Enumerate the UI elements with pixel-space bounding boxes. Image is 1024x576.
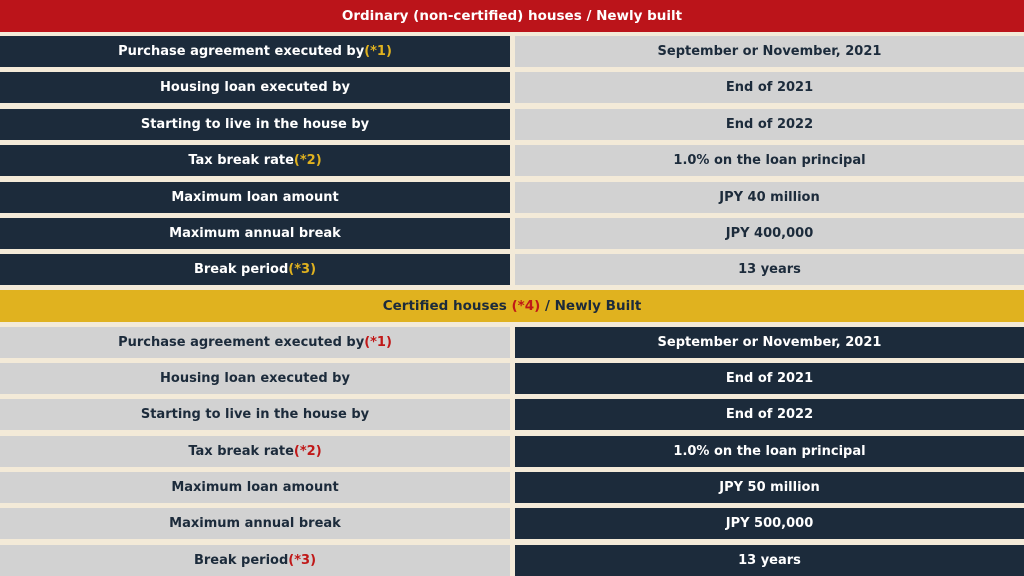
row-label — [0, 545, 510, 576]
certified-title-footnote: (*4) — [511, 298, 541, 314]
row-label — [0, 472, 510, 503]
row-value: 13 years — [515, 254, 1024, 285]
row-value: End of 2021 — [515, 363, 1024, 394]
label-text: Maximum loan amount — [171, 190, 339, 205]
ordinary-row-max-loan — [0, 182, 1024, 213]
row-label — [0, 363, 510, 394]
certified-row-max-annual-break — [0, 508, 1024, 539]
row-label — [0, 254, 510, 285]
ordinary-row-break-period — [0, 254, 1024, 285]
row-value: JPY 500,000 — [515, 508, 1024, 539]
row-label — [0, 182, 510, 213]
certified-row-start-living — [0, 399, 1024, 430]
ordinary-row-start-living — [0, 109, 1024, 140]
certified-row-break-period — [0, 545, 1024, 576]
label-text: Starting to live in the house by — [140, 117, 370, 132]
certified-title-before: Certified houses — [382, 298, 512, 314]
footnote-marker: (*2) — [293, 153, 322, 168]
row-label — [0, 109, 510, 140]
label-text: Maximum annual break — [169, 516, 341, 531]
row-value: 1.0% on the loan principal — [515, 145, 1024, 176]
row-value: JPY 400,000 — [515, 218, 1024, 249]
certified-row-tax-break-rate — [0, 436, 1024, 467]
row-value: End of 2021 — [515, 72, 1024, 103]
row-value: 1.0% on the loan principal — [515, 436, 1024, 467]
row-value: JPY 40 million — [515, 182, 1024, 213]
ordinary-section-header — [0, 0, 1024, 32]
footnote-marker: (*1) — [364, 335, 392, 350]
certified-row-max-loan — [0, 472, 1024, 503]
row-label — [0, 72, 510, 103]
row-label — [0, 218, 510, 249]
ordinary-row-purchase-agreement — [0, 36, 1024, 67]
ordinary-section-title: Ordinary (non-certified) houses / Newly built — [341, 8, 683, 24]
label-text: Break period — [193, 553, 289, 568]
label-text: Maximum loan amount — [171, 480, 339, 495]
ordinary-row-housing-loan — [0, 72, 1024, 103]
row-value: End of 2022 — [515, 399, 1024, 430]
ordinary-row-tax-break-rate — [0, 145, 1024, 176]
label-text: Purchase agreement executed by — [118, 44, 365, 59]
row-label — [0, 508, 510, 539]
row-value: 13 years — [515, 545, 1024, 576]
certified-row-housing-loan — [0, 363, 1024, 394]
row-value: September or November, 2021 — [515, 327, 1024, 358]
certified-section-header — [0, 290, 1024, 322]
row-label — [0, 436, 510, 467]
footnote-marker: (*2) — [293, 444, 322, 459]
row-value: September or November, 2021 — [515, 36, 1024, 67]
label-text: Break period — [193, 262, 289, 277]
row-label — [0, 399, 510, 430]
label-text: Housing loan executed by — [160, 80, 350, 95]
row-label — [0, 145, 510, 176]
label-text: Starting to live in the house by — [140, 407, 370, 422]
certified-row-purchase-agreement — [0, 327, 1024, 358]
label-text: Housing loan executed by — [160, 371, 350, 386]
ordinary-row-max-annual-break — [0, 218, 1024, 249]
label-text: Tax break rate — [188, 444, 294, 459]
row-value: JPY 50 million — [515, 472, 1024, 503]
label-text: Tax break rate — [188, 153, 294, 168]
footnote-marker: (*3) — [288, 553, 317, 568]
footnote-marker: (*3) — [288, 262, 317, 277]
row-label — [0, 327, 510, 358]
footnote-marker: (*1) — [364, 44, 392, 59]
row-value: End of 2022 — [515, 109, 1024, 140]
row-label — [0, 36, 510, 67]
label-text: Maximum annual break — [169, 226, 341, 241]
label-text: Purchase agreement executed by — [118, 335, 365, 350]
certified-title-after: / Newly Built — [540, 298, 642, 314]
